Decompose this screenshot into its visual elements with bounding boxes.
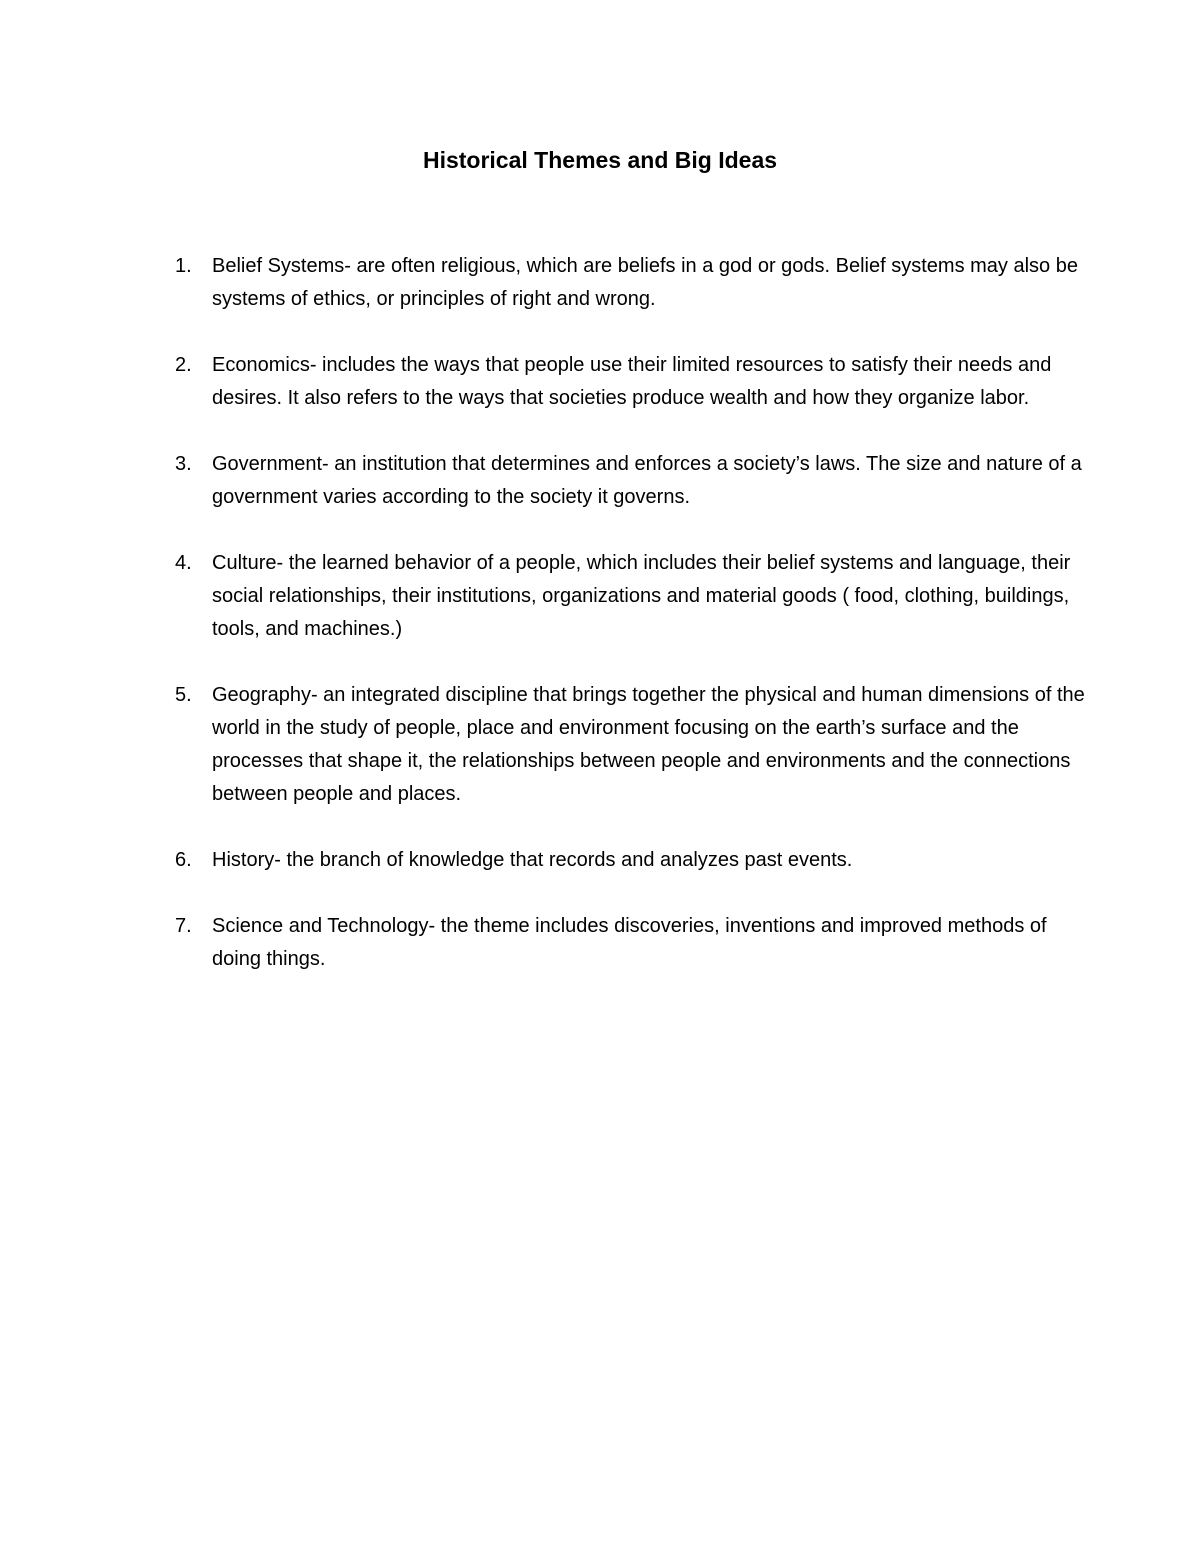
document-title: Historical Themes and Big Ideas: [422, 147, 778, 173]
list-item-text: Culture- the learned behavior of a people, which includes their belief systems and language, their social relationships, their institutions, organizations and material goods ( food, clothing, buildings, tools, and machines.): [212, 552, 1071, 640]
list-item-number: 7.: [175, 915, 192, 937]
list-item-history: [175, 844, 1092, 877]
list-item-text: Geography- an integrated discipline that brings together the physical and human dimensions of the world in the study of people, place and environment focusing on the earth’s surface and the processes that shape it, the relationships between people and environments and the connections between people and places.: [212, 684, 1085, 805]
list-item-government: [175, 448, 1092, 514]
list-item-number: 2.: [175, 354, 192, 376]
list-item-text: Economics- includes the ways that people use their limited resources to satisfy their needs and desires. It also refers to the ways that societies produce wealth and how they organize labor.: [212, 354, 1052, 409]
list-item-culture: [175, 547, 1092, 646]
list-item-text: History- the branch of knowledge that records and analyzes past events.: [212, 849, 853, 871]
list-item-economics: [175, 349, 1092, 415]
list-item-geography: [175, 679, 1092, 811]
themes-list: [175, 250, 1092, 1009]
list-item-number: 5.: [175, 684, 192, 706]
list-item-belief-systems: [175, 250, 1092, 316]
list-item-text: Science and Technology- the theme includes discoveries, inventions and improved methods of doing things.: [212, 915, 1047, 970]
list-item-number: 3.: [175, 453, 192, 475]
list-item-number: 1.: [175, 255, 192, 277]
list-item-science-and-technology: [175, 910, 1092, 976]
list-item-text: Government- an institution that determines and enforces a society’s laws. The size and nature of a government varies according to the society it governs.: [212, 453, 1082, 508]
list-item-number: 6.: [175, 849, 192, 871]
list-item-text: Belief Systems- are often religious, which are beliefs in a god or gods. Belief systems may also be systems of ethics, or principles of right and wrong.: [212, 255, 1078, 310]
list-item-number: 4.: [175, 552, 192, 574]
